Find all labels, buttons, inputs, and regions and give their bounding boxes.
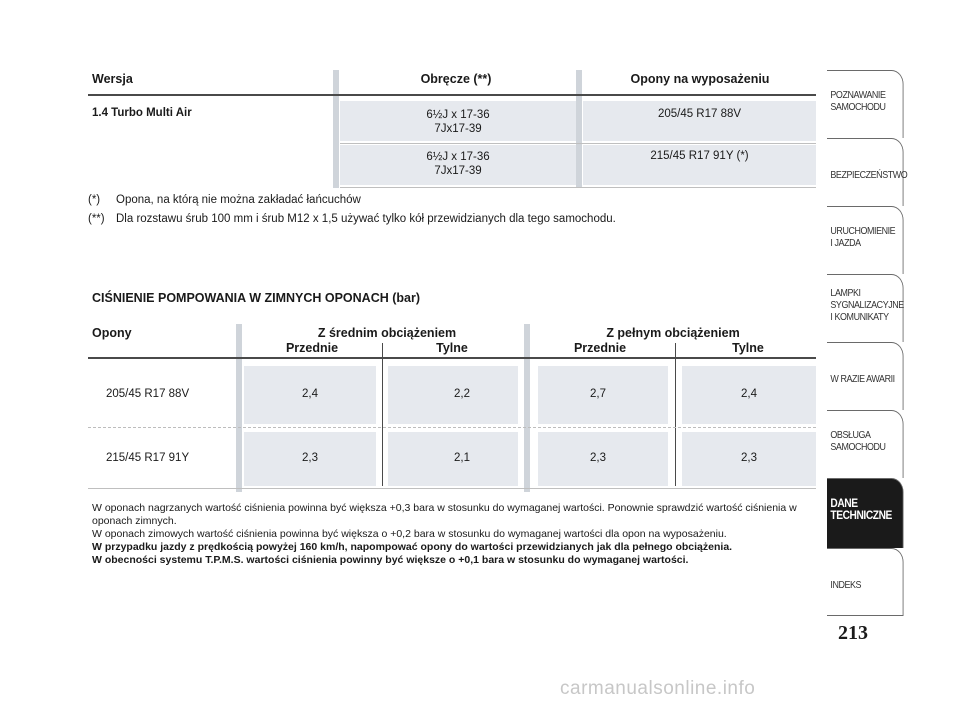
watermark: carmanualsonline.info bbox=[560, 678, 756, 699]
header-front: Przednie bbox=[285, 341, 339, 355]
header-medium-load: Z średnim obciążeniem bbox=[317, 326, 457, 340]
note-text: W oponach zimowych wartość ciśnienia powinna być większa o +0,2 bara w stosunku do wymaganej wartości dla opon na wyposażeniu. bbox=[92, 528, 727, 540]
pressure-value: 2,7 bbox=[590, 388, 606, 400]
sidebar-tab-label: POZNAWANIE bbox=[830, 89, 886, 101]
column-divider bbox=[576, 70, 582, 188]
note-text-bold: W przypadku jazdy z prędkością powyżej 160 km/h, napompować opony do wartości przewidzianych jak dla pełnego obciążenia. bbox=[92, 541, 733, 553]
footnote-text: Dla rozstawu śrub 100 mm i śrub M12 x 1,5 używać tylko kół przewidzianych dla tego samochodu. bbox=[116, 213, 616, 225]
tyre-size: 215/45 R17 91Y bbox=[106, 452, 190, 464]
pressure-value: 2,1 bbox=[454, 452, 470, 464]
table-row bbox=[340, 150, 576, 178]
sidebar-tab-label: OBSŁUGA bbox=[830, 429, 871, 441]
table-rule bbox=[88, 94, 816, 96]
pressure-value: 2,4 bbox=[302, 388, 318, 400]
sidebar-tab-label: W RAZIE AWARII bbox=[830, 373, 895, 385]
footnote-mark: (*) bbox=[88, 194, 101, 206]
tyre-value: 215/45 R17 91Y (*) bbox=[650, 150, 749, 162]
sidebar-tab-label: SYGNALIZACYJNE bbox=[830, 299, 904, 311]
column-divider bbox=[236, 324, 242, 492]
header-front: Przednie bbox=[573, 341, 627, 355]
sidebar-tab-poznawanie[interactable] bbox=[827, 70, 904, 138]
tyre-value: 205/45 R17 88V bbox=[657, 108, 742, 120]
header-tyres: Opony na wyposażeniu bbox=[630, 72, 770, 86]
sidebar-tab-label: I KOMUNIKATY bbox=[830, 311, 889, 323]
footnote bbox=[88, 194, 361, 206]
footnote bbox=[88, 213, 616, 225]
sidebar-tab-awarii[interactable] bbox=[827, 342, 904, 410]
sidebar-tab-uruchomienie[interactable] bbox=[827, 206, 904, 274]
rims-value: 7Jx17-39 bbox=[434, 165, 482, 177]
row-divider bbox=[88, 427, 816, 428]
header-rear: Tylne bbox=[436, 341, 468, 355]
column-divider bbox=[524, 324, 530, 492]
sidebar-tab-label: INDEKS bbox=[830, 579, 862, 591]
header-full-load: Z pełnym obciążeniem bbox=[606, 326, 740, 340]
pressure-value: 2,3 bbox=[302, 452, 318, 464]
row-divider bbox=[340, 187, 816, 188]
sidebar-tab-label: LAMPKI bbox=[830, 287, 861, 299]
sidebar-tab-label: DANE bbox=[830, 496, 858, 510]
sidebar-tab-label: URUCHOMIENIE bbox=[830, 225, 896, 237]
row-divider bbox=[340, 143, 816, 144]
footnote-mark: (**) bbox=[88, 213, 105, 225]
column-divider bbox=[333, 70, 339, 188]
rims-value: 6½J x 17-36 bbox=[426, 109, 490, 121]
sidebar-tab-obsluga[interactable] bbox=[827, 410, 904, 478]
note-text: W oponach nagrzanych wartość ciśnienia powinna być większa +0,3 bara w stosunku do wymaganej wartości. Ponownie sprawdzić wartość ciśnienia w oponach zimnych. bbox=[92, 502, 797, 527]
sidebar-tab-label: SAMOCHODU bbox=[830, 101, 886, 113]
sidebar-tab-label: I JAZDA bbox=[830, 237, 861, 249]
pressure-value: 2,2 bbox=[454, 388, 470, 400]
tyre-size: 205/45 R17 88V bbox=[106, 388, 190, 400]
header-rims: Obręcze (**) bbox=[420, 72, 492, 86]
pressure-value: 2,3 bbox=[741, 452, 757, 464]
rims-value: 7Jx17-39 bbox=[434, 123, 482, 135]
sidebar-tab-dane-techniczne[interactable] bbox=[827, 478, 904, 548]
table-rule bbox=[88, 357, 816, 359]
sidebar-tab-label: BEZPIECZEŃSTWO bbox=[830, 169, 908, 181]
sidebar-tab-label: TECHNICZNE bbox=[830, 508, 892, 522]
row-divider bbox=[88, 488, 816, 489]
pressure-value: 2,4 bbox=[741, 388, 757, 400]
page-number: 213 bbox=[838, 622, 868, 644]
sidebar-tab-label: SAMOCHODU bbox=[830, 441, 886, 453]
note-text-bold: W obecności systemu T.P.M.S. wartości ciśnienia powinny być większe o +0,1 bara w stosunku do wymaganej wartości. bbox=[92, 554, 689, 566]
header-rear: Tylne bbox=[732, 341, 764, 355]
section-title: CIŚNIENIE POMPOWANIA W ZIMNYCH OPONACH (bar) bbox=[92, 291, 421, 305]
notes bbox=[92, 502, 808, 567]
header-tyres-col: Opony bbox=[92, 326, 132, 340]
version-value: 1.4 Turbo Multi Air bbox=[92, 107, 192, 119]
sidebar-tab-bezpieczenstwo[interactable] bbox=[827, 138, 908, 206]
footnote-text: Opona, na którą nie można zakładać łańcuchów bbox=[116, 194, 361, 206]
column-divider bbox=[382, 343, 383, 486]
cell-bg bbox=[583, 101, 816, 141]
sidebar-tab-lampki[interactable] bbox=[827, 274, 904, 342]
header-version: Wersja bbox=[92, 72, 133, 86]
table-row bbox=[340, 108, 576, 136]
column-divider bbox=[675, 343, 676, 486]
rims-value: 6½J x 17-36 bbox=[426, 151, 490, 163]
sidebar-tab-indeks[interactable] bbox=[827, 548, 904, 616]
pressure-value: 2,3 bbox=[590, 452, 606, 464]
